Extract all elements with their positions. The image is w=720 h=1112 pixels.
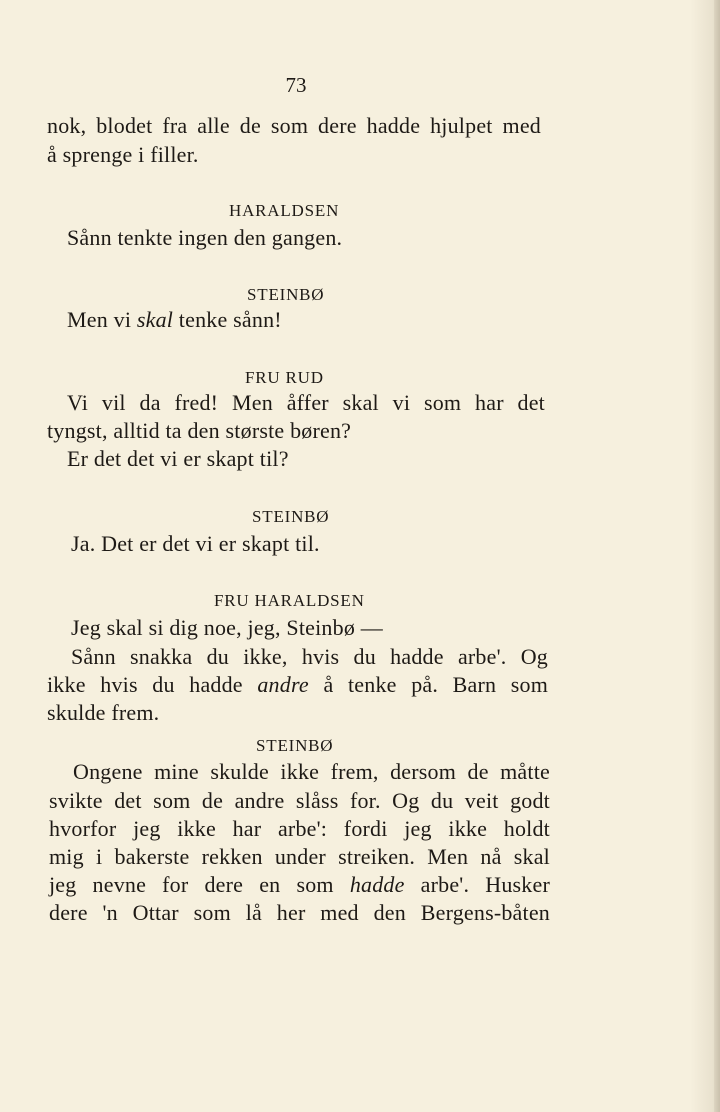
text-line: Ja. Det er det vi er skapt til.: [71, 531, 320, 556]
text-line: dere 'n Ottar som lå her med den Bergens-båten: [49, 900, 550, 925]
text-fragment: å tenke på. Barn som: [323, 672, 549, 697]
speaker-name: STEINBØ: [252, 507, 330, 526]
text-fragment: ikke hvis du hadde: [47, 672, 243, 697]
text-fragment: jeg nevne for dere en som: [49, 872, 334, 897]
text-line: Vi vil da fred! Men åffer skal vi som har det: [67, 390, 545, 415]
text-line: [47, 671, 548, 699]
text-line: skulde frem.: [47, 700, 160, 725]
text-line: [49, 871, 550, 899]
text-line: nok, blodet fra alle de som dere hadde hjulpet med: [47, 113, 541, 138]
page-edge-shadow: [714, 0, 720, 1112]
speaker-name: HARALDSEN: [229, 201, 340, 220]
text-line: Jeg skal si dig noe, jeg, Steinbø —: [71, 615, 383, 640]
speaker-name: STEINBØ: [247, 285, 325, 304]
speaker-name: FRU RUD: [245, 368, 324, 387]
emphasized-word: andre: [257, 672, 309, 697]
emphasized-word: skal: [136, 307, 174, 332]
speaker-name: STEINBØ: [256, 736, 334, 755]
text-line: tyngst, alltid ta den største børen?: [47, 418, 352, 443]
text-fragment: arbe'. Husker: [420, 872, 550, 897]
text-fragment: tenke sånn!: [178, 307, 282, 332]
text-line: hvorfor jeg ikke har arbe': fordi jeg ikke holdt: [49, 816, 550, 841]
text-line: Er det det vi er skapt til?: [67, 446, 289, 471]
text-line: svikte det som de andre slåss for. Og du veit godt: [49, 788, 550, 813]
text-line: Ongene mine skulde ikke frem, dersom de måtte: [73, 759, 550, 784]
speaker-name: FRU HARALDSEN: [214, 591, 365, 610]
text-line: [67, 306, 282, 334]
text-line: Sånn snakka du ikke, hvis du hadde arbe'. Og: [71, 644, 548, 669]
text-line: Sånn tenkte ingen den gangen.: [67, 225, 343, 250]
emphasized-word: hadde: [349, 872, 405, 897]
text-fragment: Men vi: [67, 307, 132, 332]
text-line: å sprenge i filler.: [47, 142, 199, 167]
page-number: 73: [285, 73, 307, 97]
text-line: mig i bakerste rekken under streiken. Men nå skal: [49, 844, 550, 869]
